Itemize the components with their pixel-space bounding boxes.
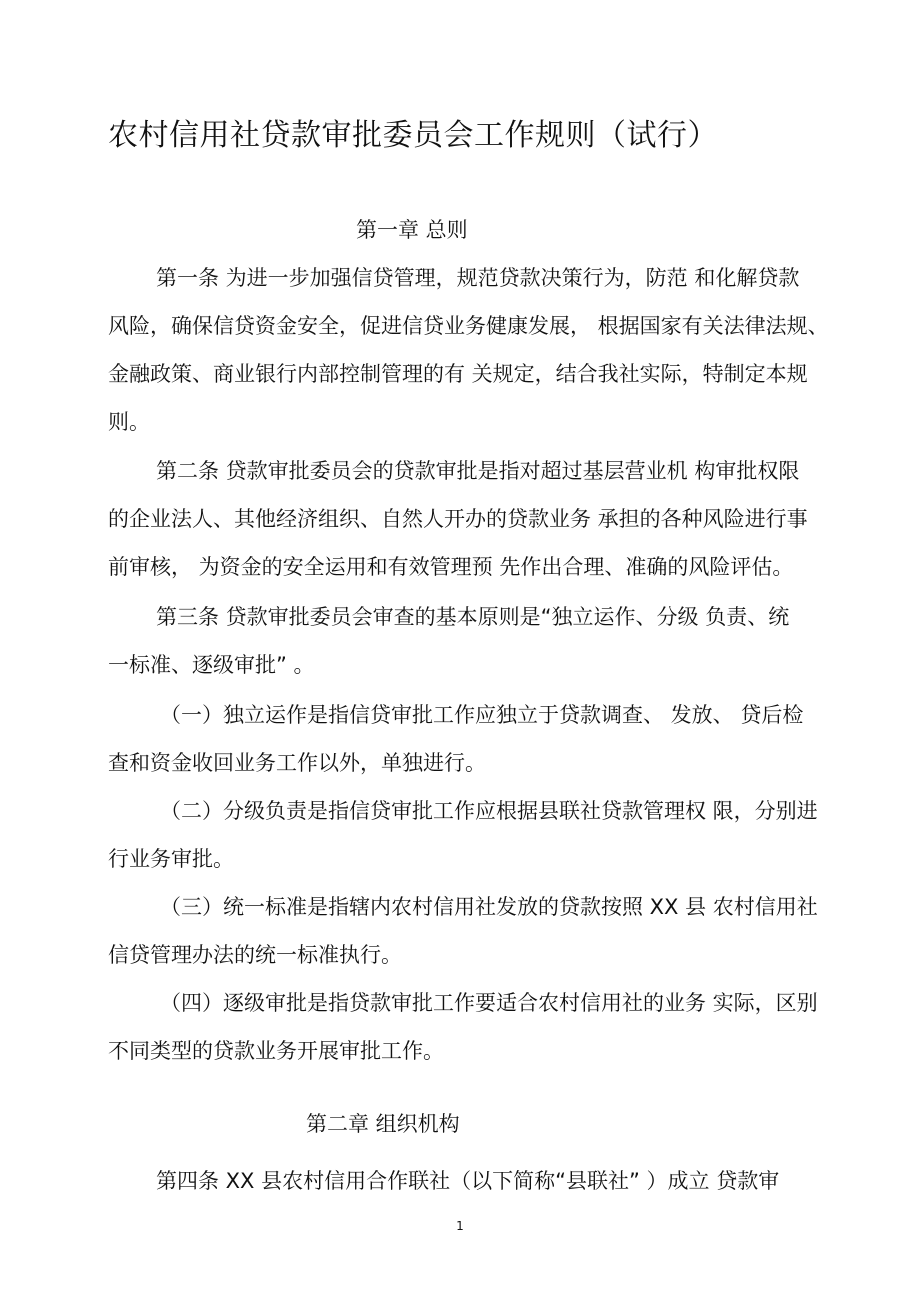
- item-2: [108, 787, 818, 883]
- paragraph-line: （三）统一标准是指辖内农村信用社发放的贷款按照 XX 县 农村信用社: [160, 895, 818, 919]
- paragraph-line: 一标准、逐级审批” 。: [108, 653, 315, 677]
- chapter-1-heading: 第一章 总则: [356, 218, 468, 242]
- document-title: 农村信用社贷款审批委员会工作规则（试行）: [108, 118, 718, 153]
- paragraph-line: （二）分级负责是指信贷审批工作应根据县联社贷款管理权 限，分别进: [160, 799, 818, 823]
- page-number: 1: [456, 1219, 464, 1233]
- article-4: [108, 1157, 812, 1205]
- paragraph-line: 信贷管理办法的统一标准执行。: [108, 943, 402, 967]
- article-2: [108, 447, 812, 591]
- paragraph-line: 的企业法人、其他经济组织、自然人开办的贷款业务 承担的各种风险进行事: [108, 507, 808, 531]
- item-3: [108, 883, 818, 979]
- article-3: [108, 593, 812, 689]
- paragraph-line: 第一条 为进一步加强信贷管理，规范贷款决策行为，防范 和化解贷款: [156, 266, 800, 290]
- paragraph-line: 第三条 贷款审批委员会审查的基本原则是“独立运作、分级 负责、统: [156, 605, 790, 629]
- paragraph-line: 风险，确保信贷资金安全，促进信贷业务健康发展， 根据国家有关法律法规、: [108, 314, 829, 338]
- paragraph-line: 前审核， 为资金的安全运用和有效管理预 先作出合理、准确的风险评估。: [108, 555, 794, 579]
- item-1: [108, 691, 812, 787]
- paragraph-line: （四）逐级审批是指贷款审批工作要适合农村信用社的业务 实际，区别: [160, 991, 818, 1015]
- chapter-2-heading: 第二章 组织机构: [306, 1112, 460, 1136]
- item-4: [108, 979, 818, 1075]
- paragraph-line: （一）独立运作是指信贷审批工作应独立于贷款调查、 发放、 贷后检: [160, 703, 804, 727]
- paragraph-line: 第四条 XX 县农村信用合作联社（以下简称“县联社” ）成立 贷款审: [156, 1169, 780, 1193]
- paragraph-line: 则。: [108, 410, 150, 434]
- paragraph-line: 第二条 贷款审批委员会的贷款审批是指对超过基层营业机 构审批权限: [156, 459, 800, 483]
- paragraph-line: 金融政策、商业银行内部控制管理的有 关规定，结合我社实际，特制定本规: [108, 362, 808, 386]
- paragraph-line: 不同类型的贷款业务开展审批工作。: [108, 1039, 444, 1063]
- paragraph-line: 查和资金收回业务工作以外，单独进行。: [108, 751, 486, 775]
- article-1: [108, 254, 829, 446]
- paragraph-line: 行业务审批。: [108, 847, 234, 871]
